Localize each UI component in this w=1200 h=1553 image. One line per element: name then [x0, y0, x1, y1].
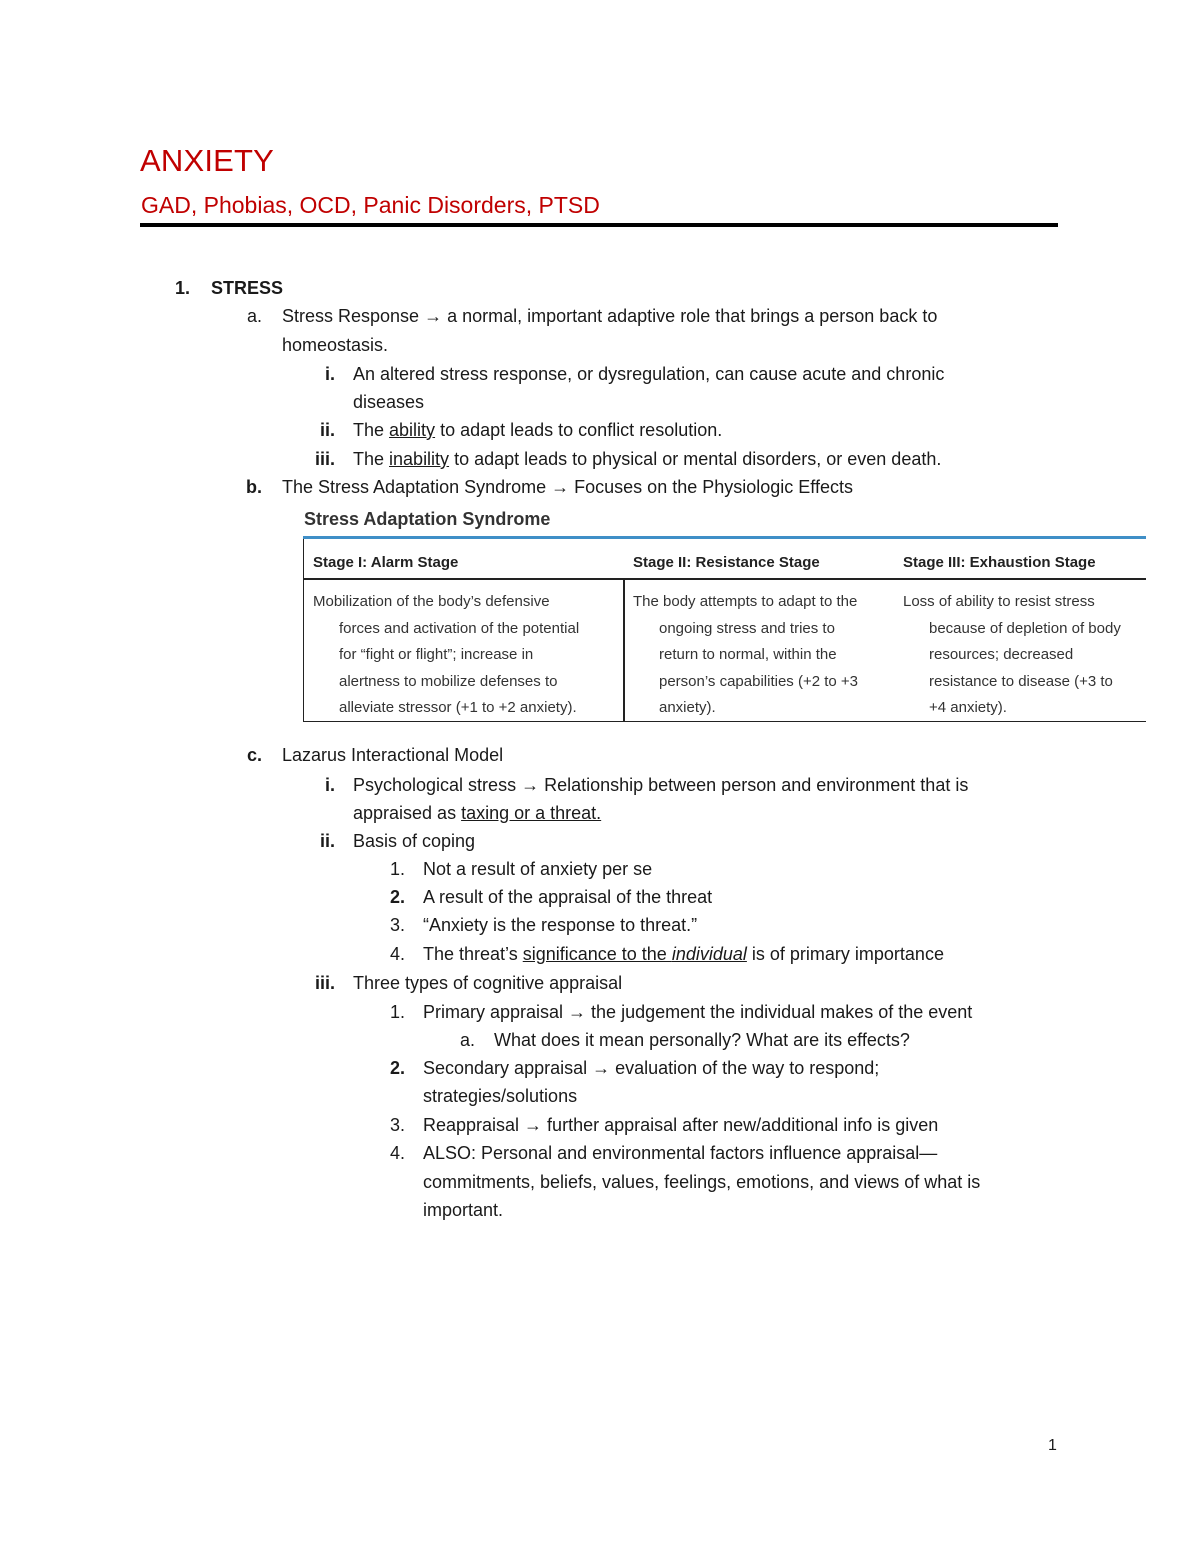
table-column-divider — [623, 578, 625, 722]
list-marker-a: a. — [246, 306, 262, 326]
list-marker-c-i: i. — [324, 775, 335, 795]
secondary-appraisal-text-cont: strategies/solutions — [423, 1086, 578, 1106]
list-number-c-iii-2: 2. — [389, 1058, 405, 1078]
list-number-c-iii-4: 4. — [389, 1143, 405, 1163]
list-marker-a-iii: iii. — [314, 449, 335, 469]
stress-adaptation-text: The Stress Adaptation Syndrome → Focuses on the Physiologic Effects — [282, 477, 853, 497]
altered-stress-text: An altered stress response, or dysregulation, can cause acute and chronic — [353, 364, 945, 384]
list-marker-c-ii: ii. — [319, 831, 335, 851]
inability-text: The inability to adapt leads to physical or mental disorders, or even death. — [353, 449, 942, 469]
basis-of-coping-text: Basis of coping — [353, 831, 476, 851]
list-marker-c: c. — [246, 745, 262, 765]
table-cell-stage-3: Loss of ability to resist stress because of depletion of body resources; decreased resistance to disease (+3 to +4 anxiety). — [903, 593, 1121, 716]
list-number-1: 1. — [174, 278, 190, 298]
stress-response-text-cont: homeostasis. — [282, 335, 389, 355]
list-marker-c-iii: iii. — [314, 973, 335, 993]
psychological-stress-text: Psychological stress → Relationship between person and environment that is — [353, 775, 969, 795]
list-number-c-iii-3: 3. — [389, 1115, 405, 1135]
coping-item-1: Not a result of anxiety per se — [423, 859, 653, 879]
ability-text: The ability to adapt leads to conflict resolution. — [353, 420, 723, 440]
list-marker-c-iii-1-a: a. — [459, 1030, 475, 1050]
list-number-c-ii-2: 2. — [389, 887, 405, 907]
table-cell-stage-2: The body attempts to adapt to the ongoing stress and tries to return to normal, within the person’s capabilities (+2 to +3 anxiety). — [633, 593, 859, 716]
table-cell-stage-1: Mobilization of the body’s defensive forces and activation of the potential for “fight or flight”; increase in alertness to mobilize defenses to alleviate stressor (+1 to +2 anxiety). — [313, 593, 580, 716]
primary-appraisal-question: What does it mean personally? What are its effects? — [494, 1030, 910, 1050]
secondary-appraisal-text: Secondary appraisal → evaluation of the way to respond; — [423, 1058, 880, 1078]
table-header-divider — [304, 578, 1146, 580]
coping-item-4: The threat’s significance to the individual is of primary importance — [423, 944, 944, 964]
psychological-stress-text-cont: appraised as taxing or a threat. — [353, 803, 602, 823]
stress-adaptation-table — [303, 539, 1146, 722]
list-marker-a-i: i. — [324, 364, 335, 384]
list-number-c-iii-1: 1. — [389, 1002, 405, 1022]
reappraisal-text: Reappraisal → further appraisal after new/additional info is given — [423, 1115, 939, 1135]
page-number: 1 — [1048, 1437, 1057, 1454]
table-header-stage-1: Stage I: Alarm Stage — [313, 554, 459, 571]
list-number-c-ii-1: 1. — [389, 859, 405, 879]
section-heading-stress: STRESS — [211, 278, 284, 298]
table-header-stage-3: Stage III: Exhaustion Stage — [903, 554, 1096, 571]
also-factors-text-end: important. — [423, 1200, 504, 1220]
also-factors-text-cont: commitments, beliefs, values, feelings, emotions, and views of what is — [423, 1172, 981, 1192]
also-factors-text: ALSO: Personal and environmental factors influence appraisal— — [423, 1143, 938, 1163]
title-divider — [140, 223, 1058, 227]
table-header-stage-2: Stage II: Resistance Stage — [633, 554, 820, 571]
altered-stress-text-cont: diseases — [353, 392, 425, 412]
lazarus-model-text: Lazarus Interactional Model — [282, 745, 504, 765]
list-number-c-ii-4: 4. — [389, 944, 405, 964]
list-marker-b: b. — [246, 477, 262, 497]
figure-title: Stress Adaptation Syndrome — [304, 509, 551, 529]
stress-response-text: Stress Response → a normal, important adaptive role that brings a person back to — [282, 306, 938, 326]
coping-item-3: “Anxiety is the response to threat.” — [423, 915, 698, 935]
primary-appraisal-text: Primary appraisal → the judgement the individual makes of the event — [423, 1002, 973, 1022]
page-subtitle: GAD, Phobias, OCD, Panic Disorders, PTSD — [141, 192, 600, 218]
page-title: ANXIETY — [140, 143, 275, 178]
list-number-c-ii-3: 3. — [389, 915, 405, 935]
cognitive-appraisal-text: Three types of cognitive appraisal — [353, 973, 623, 993]
coping-item-2: A result of the appraisal of the threat — [423, 887, 713, 907]
list-marker-a-ii: ii. — [319, 420, 335, 440]
